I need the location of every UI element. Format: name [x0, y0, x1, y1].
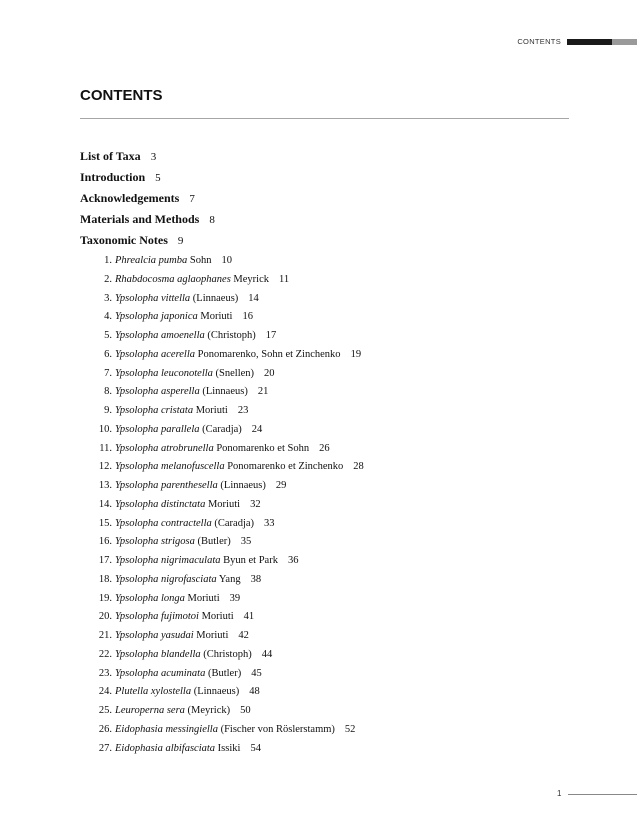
toc-taxon-number: 13.: [98, 480, 112, 491]
toc-taxon-author: Issiki: [217, 742, 241, 754]
toc-taxon-author: (Butler): [197, 536, 231, 548]
taxonomic-notes-list: [80, 252, 364, 758]
toc-taxon-name: Phrealcia pumba: [115, 255, 188, 266]
toc-taxon-entry[interactable]: [80, 683, 364, 702]
toc-taxon-number: 18.: [98, 573, 112, 585]
toc-taxon-text: [115, 274, 289, 285]
toc-taxon-text: [115, 424, 262, 435]
toc-taxon-name: Ypsolopha yasudai: [115, 630, 194, 641]
toc-taxon-text: [115, 518, 275, 529]
toc-taxon-text: [115, 386, 268, 397]
toc-taxon-author: Moriuti: [187, 592, 220, 604]
toc-section-page: 3: [150, 151, 157, 163]
toc-taxon-entry[interactable]: [80, 627, 364, 646]
toc-taxon-author: (Linnaeus): [192, 292, 239, 304]
toc-taxon-author: (Meyrick): [187, 705, 231, 716]
toc-taxon-number: 8.: [104, 386, 112, 398]
toc-taxon-name: Rhabdocosma aglaophanes: [115, 273, 231, 285]
toc-taxon-author: Sohn: [189, 255, 212, 266]
toc-section-page: 8: [209, 214, 215, 226]
running-head-label: CONTENTS: [517, 37, 561, 46]
toc-taxon-number: 6.: [104, 348, 112, 360]
toc-taxon-author: Ponomarenko et Sohn: [216, 442, 310, 454]
toc-taxon-page: 48: [249, 686, 260, 698]
toc-taxon-entry[interactable]: [80, 477, 364, 496]
toc-taxon-name: Ypsolopha japonica: [115, 311, 198, 323]
toc-taxon-number: 25.: [98, 705, 112, 716]
toc-taxon-entry[interactable]: [80, 665, 364, 684]
toc-taxon-text: [115, 255, 232, 266]
toc-taxon-page: 41: [243, 611, 255, 623]
toc-taxon-entry[interactable]: [80, 383, 364, 402]
toc-taxon-entry[interactable]: [80, 496, 364, 515]
toc-taxon-entry[interactable]: [80, 252, 364, 271]
toc-taxon-text: [115, 480, 286, 491]
toc-taxon-author: Ponomarenko, Sohn et Zinchenko: [197, 348, 341, 360]
toc-taxon-entry[interactable]: [80, 440, 364, 459]
toc-taxon-name: Ypsolopha acerella: [115, 348, 196, 360]
toc-taxon-number: 27.: [98, 742, 112, 754]
toc-taxon-page: 50: [240, 705, 251, 716]
toc-taxon-page: 54: [250, 742, 261, 754]
toc-taxon-page: 21: [257, 386, 269, 398]
running-head-bar-dark: [567, 39, 612, 45]
toc-taxon-page: 28: [353, 461, 364, 473]
toc-taxon-name: Eidophasia albifasciata: [115, 742, 216, 754]
toc-taxon-number: 22.: [98, 648, 112, 660]
toc-taxon-name: Ypsolopha nigrimaculata: [115, 555, 221, 566]
toc-taxon-page: 24: [251, 423, 263, 435]
toc-section[interactable]: [80, 209, 364, 230]
toc-taxon-number: 19.: [98, 592, 112, 604]
toc-taxon-text: [115, 649, 272, 660]
running-head: [0, 37, 637, 47]
toc-taxon-author: Moriuti: [196, 630, 229, 641]
toc-taxon-entry[interactable]: [80, 552, 364, 571]
toc-taxon-page: 38: [250, 573, 262, 585]
toc-taxon-entry[interactable]: [80, 702, 364, 721]
title-divider: [80, 118, 569, 119]
toc-taxon-name: Ypsolopha acuminata: [115, 667, 206, 679]
toc-taxon-page: 10: [221, 255, 232, 266]
toc-taxon-author: Meyrick: [233, 273, 269, 285]
toc-taxon-text: [115, 555, 298, 566]
toc-taxon-text: [115, 743, 261, 754]
toc-section-label: Acknowledgements: [80, 191, 180, 205]
toc-taxon-text: [115, 349, 361, 360]
toc-taxon-author: Yang: [218, 573, 241, 585]
toc-taxon-page: 23: [237, 405, 249, 416]
toc-taxon-page: 11: [279, 273, 290, 285]
toc-taxon-name: Ypsolopha vittella: [115, 292, 191, 304]
toc-taxon-text: [115, 330, 276, 341]
toc-taxon-entry[interactable]: [80, 271, 364, 290]
toc-taxon-page: 29: [275, 480, 287, 491]
toc-taxon-page: 16: [242, 311, 253, 323]
toc-taxon-entry[interactable]: [80, 590, 364, 609]
toc-taxon-entry[interactable]: [80, 402, 364, 421]
toc-taxon-entry[interactable]: [80, 515, 364, 534]
toc-taxon-author: (Caradja): [202, 423, 242, 435]
toc-taxon-number: 10.: [98, 423, 112, 435]
toc-taxon-number: 1.: [104, 255, 112, 266]
toc-section-label: Introduction: [80, 170, 146, 184]
toc-taxon-text: [115, 705, 251, 716]
toc-taxon-entry[interactable]: [80, 608, 364, 627]
toc-taxon-author: (Linnaeus): [220, 480, 266, 491]
toc-taxon-entry[interactable]: [80, 365, 364, 384]
toc-taxon-text: [115, 611, 254, 622]
toc-taxon-number: 23.: [98, 667, 112, 679]
toc-taxon-author: Moriuti: [201, 611, 234, 623]
toc-section[interactable]: [80, 230, 364, 251]
toc-taxon-author: (Fischer von Röslerstamm): [220, 723, 335, 735]
toc-taxon-entry[interactable]: [80, 421, 364, 440]
toc-taxon-text: [115, 574, 261, 585]
toc-taxon-number: 2.: [104, 273, 112, 285]
toc-taxon-number: 12.: [98, 461, 112, 473]
toc-taxon-author: (Butler): [207, 667, 242, 679]
toc-taxon-entry[interactable]: [80, 458, 364, 477]
toc-section[interactable]: [80, 188, 364, 209]
footer-rule: [568, 794, 637, 795]
toc-taxon-name: Ypsolopha atrobrunella: [115, 442, 214, 454]
toc-taxon-text: [115, 311, 253, 322]
toc-taxon-number: 11.: [99, 442, 112, 454]
toc-taxon-author: (Snellen): [215, 367, 255, 379]
running-head-bar-light: [612, 39, 637, 45]
toc-taxon-number: 21.: [98, 630, 112, 641]
page-number: 1: [557, 789, 562, 798]
toc-taxon-number: 15.: [98, 517, 112, 529]
toc-taxon-page: 17: [265, 330, 277, 341]
toc-taxon-page: 39: [229, 592, 241, 604]
toc-taxon-page: 26: [319, 442, 330, 454]
toc-taxon-page: 42: [238, 630, 249, 641]
toc-taxon-number: 20.: [98, 611, 112, 623]
toc-taxon-entry[interactable]: [80, 646, 364, 665]
toc-taxon-name: Ypsolopha nigrofasciata: [115, 573, 217, 585]
toc-taxon-name: Ypsolopha strigosa: [115, 536, 195, 548]
toc-taxon-text: [115, 536, 251, 547]
toc-taxon-entry[interactable]: [80, 721, 364, 740]
toc-taxon-number: 9.: [104, 405, 112, 416]
toc-taxon-entry[interactable]: [80, 571, 364, 590]
toc-taxon-text: [115, 630, 249, 641]
toc-taxon-author: Moriuti: [207, 498, 241, 510]
page-title: CONTENTS: [80, 87, 163, 104]
toc-section-page: 5: [155, 172, 161, 184]
toc-taxon-page: 52: [344, 723, 356, 735]
toc-taxon-author: (Christoph): [207, 330, 256, 341]
toc-section[interactable]: [80, 146, 364, 167]
toc-taxon-author: (Linnaeus): [193, 686, 240, 698]
toc-taxon-name: Ypsolopha amoenella: [115, 330, 205, 341]
toc-taxon-text: [115, 499, 261, 510]
toc-taxon-entry[interactable]: [80, 327, 364, 346]
toc-taxon-text: [115, 686, 260, 697]
toc-taxon-text: [115, 724, 355, 735]
toc-taxon-name: Ypsolopha distinctata: [115, 498, 206, 510]
toc-section-label: List of Taxa: [80, 149, 141, 163]
toc-taxon-page: 20: [264, 367, 275, 379]
toc-taxon-number: 26.: [98, 723, 112, 735]
toc-taxon-author: Byun et Park: [223, 555, 278, 566]
toc-taxon-text: [115, 593, 240, 604]
toc-taxon-number: 3.: [104, 292, 112, 304]
toc-section-page: 7: [189, 193, 195, 205]
toc-taxon-author: Moriuti: [195, 405, 228, 416]
toc-section-label: Taxonomic Notes: [80, 233, 168, 247]
toc-taxon-page: 32: [250, 498, 261, 510]
major-sections: [80, 146, 364, 251]
toc-taxon-name: Ypsolopha blandella: [115, 648, 201, 660]
toc-taxon-author: Ponomarenko et Zinchenko: [227, 461, 344, 473]
toc-taxon-author: Moriuti: [200, 311, 233, 323]
toc-taxon-name: Eidophasia messingiella: [115, 723, 218, 735]
toc-taxon-name: Plutella xylostella: [115, 686, 192, 698]
toc-taxon-number: 5.: [104, 330, 112, 341]
toc-taxon-text: [115, 405, 248, 416]
toc-section[interactable]: [80, 167, 364, 188]
toc-taxon-number: 4.: [104, 311, 112, 323]
toc-taxon-text: [115, 668, 262, 679]
toc-taxon-name: Ypsolopha melanofuscella: [115, 461, 225, 473]
toc-taxon-name: Ypsolopha leuconotella: [115, 367, 213, 379]
table-of-contents: [80, 146, 364, 758]
toc-taxon-name: Ypsolopha parenthesella: [115, 480, 218, 491]
toc-taxon-page: 35: [240, 536, 252, 548]
toc-taxon-text: [115, 443, 330, 454]
toc-taxon-name: Ypsolopha cristata: [115, 405, 194, 416]
toc-taxon-name: Ypsolopha asperella: [115, 386, 200, 398]
toc-taxon-page: 14: [248, 292, 259, 304]
toc-taxon-number: 14.: [98, 498, 112, 510]
toc-taxon-text: [115, 461, 364, 472]
toc-taxon-name: Ypsolopha contractella: [115, 517, 212, 529]
toc-taxon-entry[interactable]: [80, 346, 364, 365]
toc-taxon-text: [115, 368, 275, 379]
toc-taxon-number: 7.: [104, 367, 112, 379]
toc-taxon-author: (Linnaeus): [202, 386, 248, 398]
toc-taxon-entry[interactable]: [80, 290, 364, 309]
toc-taxon-entry[interactable]: [80, 308, 364, 327]
toc-taxon-page: 36: [287, 555, 299, 566]
toc-taxon-entry[interactable]: [80, 533, 364, 552]
toc-taxon-page: 19: [350, 348, 362, 360]
toc-section-page: 9: [177, 235, 184, 247]
toc-taxon-page: 33: [264, 517, 275, 529]
toc-taxon-author: (Christoph): [203, 648, 252, 660]
toc-taxon-text: [115, 293, 259, 304]
toc-taxon-number: 16.: [98, 536, 112, 548]
toc-taxon-name: Leuroperna sera: [115, 705, 185, 716]
toc-taxon-page: 45: [251, 667, 262, 679]
toc-taxon-entry[interactable]: [80, 740, 364, 759]
toc-taxon-number: 24.: [98, 686, 112, 698]
toc-section-label: Materials and Methods: [80, 212, 200, 226]
toc-taxon-name: Ypsolopha fujimotoi: [115, 611, 199, 623]
toc-taxon-number: 17.: [98, 555, 112, 566]
toc-taxon-author: (Caradja): [214, 517, 255, 529]
toc-taxon-page: 44: [261, 648, 273, 660]
toc-taxon-name: Ypsolopha longa: [115, 592, 185, 604]
toc-taxon-name: Ypsolopha parallela: [115, 423, 200, 435]
